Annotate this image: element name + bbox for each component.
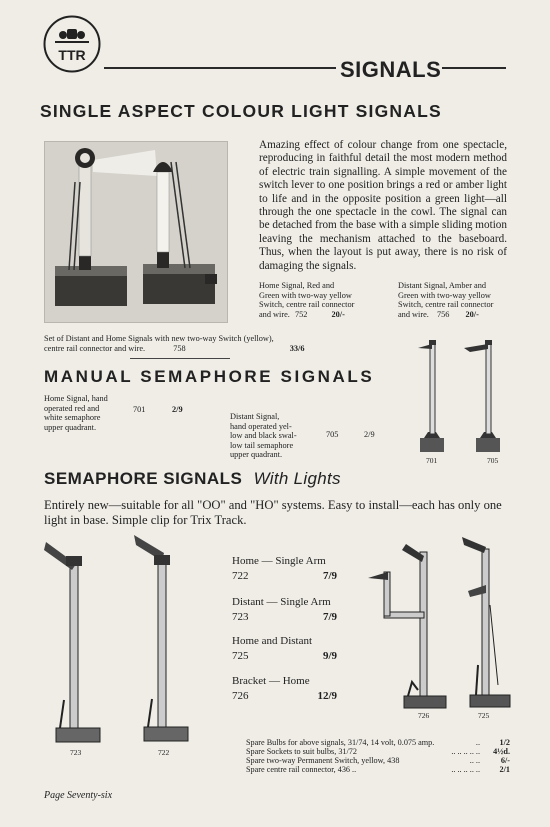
page-number: Page Seventy-six (44, 790, 113, 801)
item-text: Green with two-way yellow (259, 290, 352, 300)
page-title: SIGNALS (340, 57, 442, 82)
spares-dots: .. (475, 738, 480, 747)
price: 7/9 (322, 611, 337, 623)
section-divider (130, 358, 230, 359)
item-text: hand operated yel- (230, 421, 292, 431)
item-name: Bracket — Home (232, 675, 310, 687)
lights-intro: Entirely new—suitable for all "OO" and "HO" systems. Easy to install—each has only one light in base. Simple clip for Trix Track. (44, 498, 502, 527)
catalogue-number: 756 (436, 309, 450, 319)
item-name: Distant — Single Arm (232, 596, 331, 608)
manual-home-item (44, 394, 124, 432)
manual-distant-item (230, 412, 315, 460)
spares-dots: .. .. .. .. .. (451, 765, 480, 774)
spares-row (246, 738, 510, 747)
manual-semaphore-701-illustration (418, 338, 452, 456)
ttr-logo (43, 15, 101, 73)
section-heading-lights (44, 469, 341, 489)
catalogue-number: 705 (326, 430, 339, 439)
colour-light-signals-photo (44, 141, 228, 323)
price: 33/6 (289, 343, 305, 353)
item-text: low and black swal- (230, 431, 297, 440)
item-text: operated red and (44, 403, 100, 413)
header-rule-left (104, 67, 336, 69)
price: 12/9 (317, 690, 337, 702)
header-rule-right (442, 67, 506, 69)
item-text: upper quadrant. (44, 422, 97, 432)
price: 2/9 (364, 430, 375, 439)
spares-price: 1/2 (499, 738, 510, 747)
spares-text: Spare two-way Permanent Switch, yellow, 438 (246, 756, 400, 765)
figure-label: 725 (478, 711, 490, 720)
spares-text: Spare Bulbs for above signals, 31/74, 14 volt, 0.075 amp. (246, 738, 435, 747)
item-text: Green with two-way yellow (398, 290, 491, 300)
spares-price: 4½d. (493, 747, 510, 756)
semaphore-722-illustration (132, 533, 192, 745)
heading-sub: With Lights (253, 469, 341, 488)
spares-text: Spare Sockets to suit bulbs, 31/72 (246, 747, 357, 756)
item-text: upper quadrant. (230, 450, 283, 459)
figure-label: 701 (426, 456, 438, 465)
lights-item (232, 555, 337, 582)
price: 20/- (465, 309, 479, 319)
section-heading-manual: MANUAL SEMAPHORE SIGNALS (44, 367, 375, 386)
colour-light-description: Amazing effect of colour change from one spectacle, reproducing in faithful detail the most modern method of electric train signalling. A simple movement of the switch lever to one position brings a red or amber light to life and in the opposite position a green light—all through the one spectacle in the cowl. The signal can be detached from the base with a simple sliding motion leaving the mechanism attached to the baseboard. Thus, when the layout is put away, there is no risk of damaging the signals. (259, 139, 507, 272)
lights-item (232, 596, 337, 623)
semaphore-725-illustration (458, 535, 518, 710)
item-text: Switch, centre rail connector (259, 300, 355, 309)
lights-item (232, 635, 337, 662)
spares-dots: .. .. .. .. .. (451, 747, 480, 756)
spares-dots: .. .. (469, 756, 480, 765)
price: 2/9 (172, 405, 183, 414)
catalogue-number: 725 (232, 650, 249, 662)
spares-price: 6/- (500, 756, 510, 765)
item-text: centre rail connector and wire. (44, 343, 146, 353)
signal-set-item (44, 334, 344, 353)
price: 7/9 (322, 570, 337, 582)
item-text: low tail semaphore (230, 440, 294, 450)
bracket-semaphore-726-illustration (366, 542, 450, 710)
home-colour-light-item (259, 281, 387, 319)
figure-label: 705 (487, 456, 499, 465)
catalogue-number: 701 (133, 405, 146, 414)
distant-colour-light-item (398, 281, 526, 319)
catalogue-number: 722 (232, 570, 249, 582)
manual-semaphore-705-illustration (462, 338, 502, 456)
semaphore-723-illustration (44, 540, 104, 745)
item-text: and wire. (398, 309, 429, 319)
item-text: Distant Signal, (230, 412, 280, 421)
catalogue-number: 723 (232, 611, 249, 623)
logo-text: TTR (58, 47, 86, 63)
figure-label: 726 (418, 711, 430, 720)
item-name: Home — Single Arm (232, 555, 326, 567)
item-text: Distant Signal, Amber and (398, 281, 487, 290)
price: 9/9 (322, 650, 337, 662)
catalogue-number: 726 (232, 690, 249, 702)
item-text: Home Signal, hand (44, 394, 108, 403)
item-name: Home and Distant (232, 635, 313, 647)
item-text: Home Signal, Red and (259, 281, 335, 290)
catalogue-number: 752 (294, 309, 308, 319)
spares-row (246, 756, 510, 765)
spares-row (246, 765, 510, 774)
item-text: Switch, centre rail connector (398, 300, 494, 309)
figure-label: 722 (158, 748, 170, 757)
heading-main: SEMAPHORE SIGNALS (44, 469, 243, 488)
catalogue-number: 758 (173, 343, 186, 353)
spares-price: 2/1 (499, 765, 510, 774)
section-heading-colour-light: SINGLE ASPECT COLOUR LIGHT SIGNALS (40, 101, 442, 121)
spares-text: Spare centre rail connector, 436 .. (246, 765, 357, 774)
price: 20/- (331, 309, 345, 319)
item-text: white semaphore (44, 413, 101, 422)
item-text: and wire. (259, 309, 290, 319)
figure-label: 723 (70, 748, 82, 757)
item-text: Set of Distant and Home Signals with new two-way Switch (yellow), (44, 334, 274, 343)
spares-row (246, 747, 510, 756)
lights-item (232, 675, 337, 702)
spares-list (246, 738, 510, 774)
